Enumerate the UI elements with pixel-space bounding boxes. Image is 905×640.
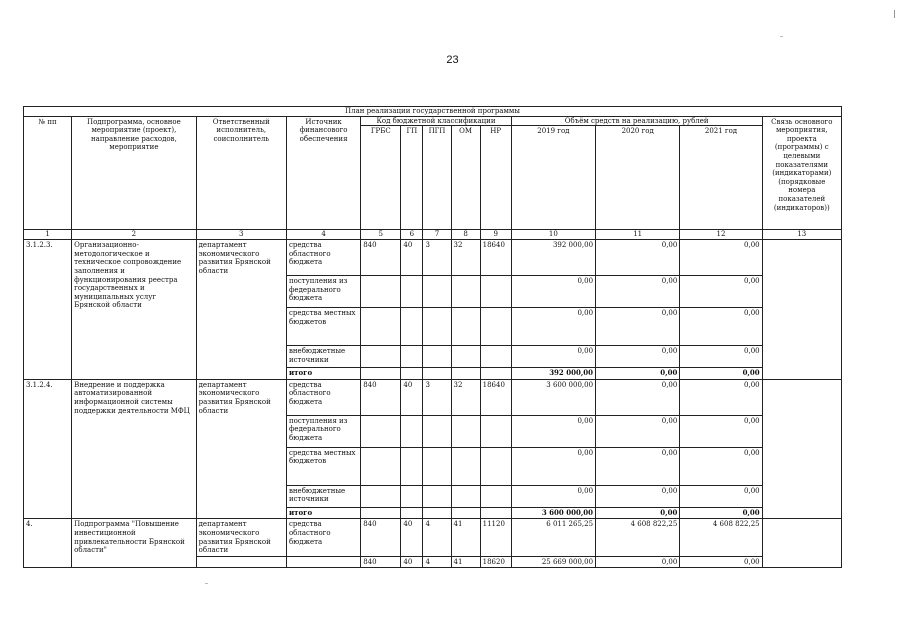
total-code-empty (480, 368, 511, 380)
amount-2021: 0,00 (680, 276, 762, 308)
total-2019: 392 000,00 (511, 368, 595, 380)
scan-speck (205, 583, 208, 584)
code-grbs: 840 (361, 240, 401, 276)
amount-2021: 0,00 (680, 556, 762, 568)
table-row (24, 519, 842, 556)
code-om: 41 (451, 556, 480, 568)
table-row (24, 240, 842, 276)
table-row (24, 379, 842, 415)
code-gp: 40 (401, 240, 423, 276)
code-grbs (361, 485, 401, 507)
amount-2020: 0,00 (596, 276, 680, 308)
funding-source: средства областного бюджета (286, 379, 360, 415)
code-om (451, 485, 480, 507)
column-number-row (24, 230, 842, 240)
header-amount: Объём средств на реализацию, рублей (511, 116, 762, 126)
header-row-1 (24, 116, 842, 126)
column-number: 8 (451, 230, 480, 240)
code-pgp (423, 447, 451, 485)
code-pgp: 4 (423, 519, 451, 556)
header-gp: ГП (401, 126, 423, 230)
amount-2020: 0,00 (596, 556, 680, 568)
total-2020: 0,00 (596, 507, 680, 519)
row-number: 3.1.2.3. (24, 240, 72, 380)
code-nr: 18640 (480, 379, 511, 415)
code-nr (480, 447, 511, 485)
amount-2021: 4 608 822,25 (680, 519, 762, 556)
header-nr: НР (480, 126, 511, 230)
funding-source (286, 556, 360, 568)
total-code-empty (423, 507, 451, 519)
amount-2019: 6 011 265,25 (511, 519, 595, 556)
page-number: 23 (446, 54, 459, 66)
total-label: итого (286, 507, 360, 519)
code-nr: 11120 (480, 519, 511, 556)
code-nr (480, 308, 511, 346)
amount-2019: 0,00 (511, 276, 595, 308)
amount-2020: 0,00 (596, 415, 680, 447)
amount-2019: 0,00 (511, 447, 595, 485)
amount-2019: 392 000,00 (511, 240, 595, 276)
code-gp (401, 485, 423, 507)
scan-speck (780, 36, 783, 37)
amount-2021: 0,00 (680, 415, 762, 447)
header-pp: № пп (24, 116, 72, 230)
amount-2019: 25 669 000,00 (511, 556, 595, 568)
code-pgp (423, 276, 451, 308)
code-pgp (423, 346, 451, 368)
amount-2020: 4 608 822,25 (596, 519, 680, 556)
funding-source: внебюджетные источники (286, 485, 360, 507)
code-pgp: 3 (423, 379, 451, 415)
amount-2021: 0,00 (680, 447, 762, 485)
total-code-empty (451, 507, 480, 519)
funding-source: поступления из федерального бюджета (286, 415, 360, 447)
code-om (451, 447, 480, 485)
budget-plan-table (23, 106, 842, 568)
amount-2021: 0,00 (680, 379, 762, 415)
code-om (451, 415, 480, 447)
amount-2019: 0,00 (511, 415, 595, 447)
total-code-empty (451, 368, 480, 380)
code-pgp (423, 485, 451, 507)
code-nr (480, 485, 511, 507)
column-number: 5 (361, 230, 401, 240)
code-grbs (361, 415, 401, 447)
measure-name: Организационно-методологическое и техническое сопровождение заполнения и функционирования реестра государственных и муниципальных услуг Брянской области (72, 240, 196, 380)
code-gp: 40 (401, 519, 423, 556)
code-om: 41 (451, 519, 480, 556)
amount-2021: 0,00 (680, 308, 762, 346)
code-pgp: 4 (423, 556, 451, 568)
total-2020: 0,00 (596, 368, 680, 380)
code-gp (401, 447, 423, 485)
code-grbs: 840 (361, 519, 401, 556)
indicator-link (762, 240, 841, 380)
code-nr (480, 276, 511, 308)
total-2021: 0,00 (680, 368, 762, 380)
column-number: 4 (286, 230, 360, 240)
total-code-empty (401, 368, 423, 380)
funding-source: внебюджетные источники (286, 346, 360, 368)
amount-2019: 3 600 000,00 (511, 379, 595, 415)
responsible-executor: департамент экономического развития Брянской области (196, 379, 286, 519)
funding-source: средства областного бюджета (286, 240, 360, 276)
code-gp (401, 276, 423, 308)
column-number: 2 (72, 230, 196, 240)
column-number: 12 (680, 230, 762, 240)
amount-2020: 0,00 (596, 379, 680, 415)
column-number: 11 (596, 230, 680, 240)
table-title: План реализации государственной программы (24, 107, 842, 117)
code-gp: 40 (401, 379, 423, 415)
total-code-empty (361, 507, 401, 519)
code-nr: 18640 (480, 240, 511, 276)
amount-2021: 0,00 (680, 240, 762, 276)
indicator-link (762, 379, 841, 519)
edge-mark (894, 10, 895, 18)
column-number: 9 (480, 230, 511, 240)
code-pgp: 3 (423, 240, 451, 276)
amount-2019: 0,00 (511, 485, 595, 507)
amount-2019: 0,00 (511, 308, 595, 346)
funding-source: средства областного бюджета (286, 519, 360, 556)
amount-2020: 0,00 (596, 308, 680, 346)
header-2021: 2021 год (680, 126, 762, 230)
total-code-empty (361, 368, 401, 380)
header-grbs: ГРБС (361, 126, 401, 230)
amount-2021: 0,00 (680, 346, 762, 368)
code-om (451, 276, 480, 308)
total-2021: 0,00 (680, 507, 762, 519)
code-pgp (423, 415, 451, 447)
code-grbs: 840 (361, 556, 401, 568)
code-gp: 40 (401, 556, 423, 568)
code-nr (480, 415, 511, 447)
code-gp (401, 346, 423, 368)
funding-source: поступления из федерального бюджета (286, 276, 360, 308)
total-code-empty (423, 368, 451, 380)
code-nr: 18620 (480, 556, 511, 568)
code-gp (401, 415, 423, 447)
row-number: 3.1.2.4. (24, 379, 72, 519)
code-om: 32 (451, 240, 480, 276)
code-nr (480, 346, 511, 368)
total-code-empty (401, 507, 423, 519)
column-number: 1 (24, 230, 72, 240)
funding-source: средства местных бюджетов (286, 447, 360, 485)
code-om (451, 308, 480, 346)
code-grbs (361, 447, 401, 485)
responsible-executor: департамент экономического развития Брянской области (196, 519, 286, 556)
measure-name: Внедрение и поддержка автоматизированной информационной системы поддержки деятельности МФЦ (72, 379, 196, 519)
funding-source: средства местных бюджетов (286, 308, 360, 346)
indicator-link (762, 519, 841, 568)
total-code-empty (480, 507, 511, 519)
total-label: итого (286, 368, 360, 380)
column-number: 10 (511, 230, 595, 240)
code-grbs (361, 346, 401, 368)
header-name: Подпрограмма, основное мероприятие (проект), направление расходов, мероприятие (72, 116, 196, 230)
measure-name: Подпрограмма "Повышение инвестиционной привлекательности Брянской области" (72, 519, 196, 568)
column-number: 13 (762, 230, 841, 240)
amount-2021: 0,00 (680, 485, 762, 507)
row-number: 4. (24, 519, 72, 568)
column-number: 7 (423, 230, 451, 240)
code-grbs: 840 (361, 379, 401, 415)
code-gp (401, 308, 423, 346)
responsible-executor-empty (196, 556, 286, 568)
code-om (451, 346, 480, 368)
header-budget-code: Код бюджетной классификации (361, 116, 512, 126)
header-source: Источник финансового обеспечения (286, 116, 360, 230)
header-responsible: Ответственный исполнитель, соисполнитель (196, 116, 286, 230)
amount-2019: 0,00 (511, 346, 595, 368)
amount-2020: 0,00 (596, 485, 680, 507)
header-2019: 2019 год (511, 126, 595, 230)
amount-2020: 0,00 (596, 346, 680, 368)
column-number: 3 (196, 230, 286, 240)
header-link: Связь основного мероприятия, проекта (программы) с целевыми показателями (индикаторами) (порядковые номера показателей (индикаторов)) (762, 116, 841, 230)
code-om: 32 (451, 379, 480, 415)
table-title-row (24, 107, 842, 117)
code-pgp (423, 308, 451, 346)
amount-2020: 0,00 (596, 240, 680, 276)
header-pgp: ПГП (423, 126, 451, 230)
header-om: ОМ (451, 126, 480, 230)
total-2019: 3 600 000,00 (511, 507, 595, 519)
code-grbs (361, 308, 401, 346)
amount-2020: 0,00 (596, 447, 680, 485)
header-2020: 2020 год (596, 126, 680, 230)
column-number: 6 (401, 230, 423, 240)
responsible-executor: департамент экономического развития Брянской области (196, 240, 286, 380)
code-grbs (361, 276, 401, 308)
